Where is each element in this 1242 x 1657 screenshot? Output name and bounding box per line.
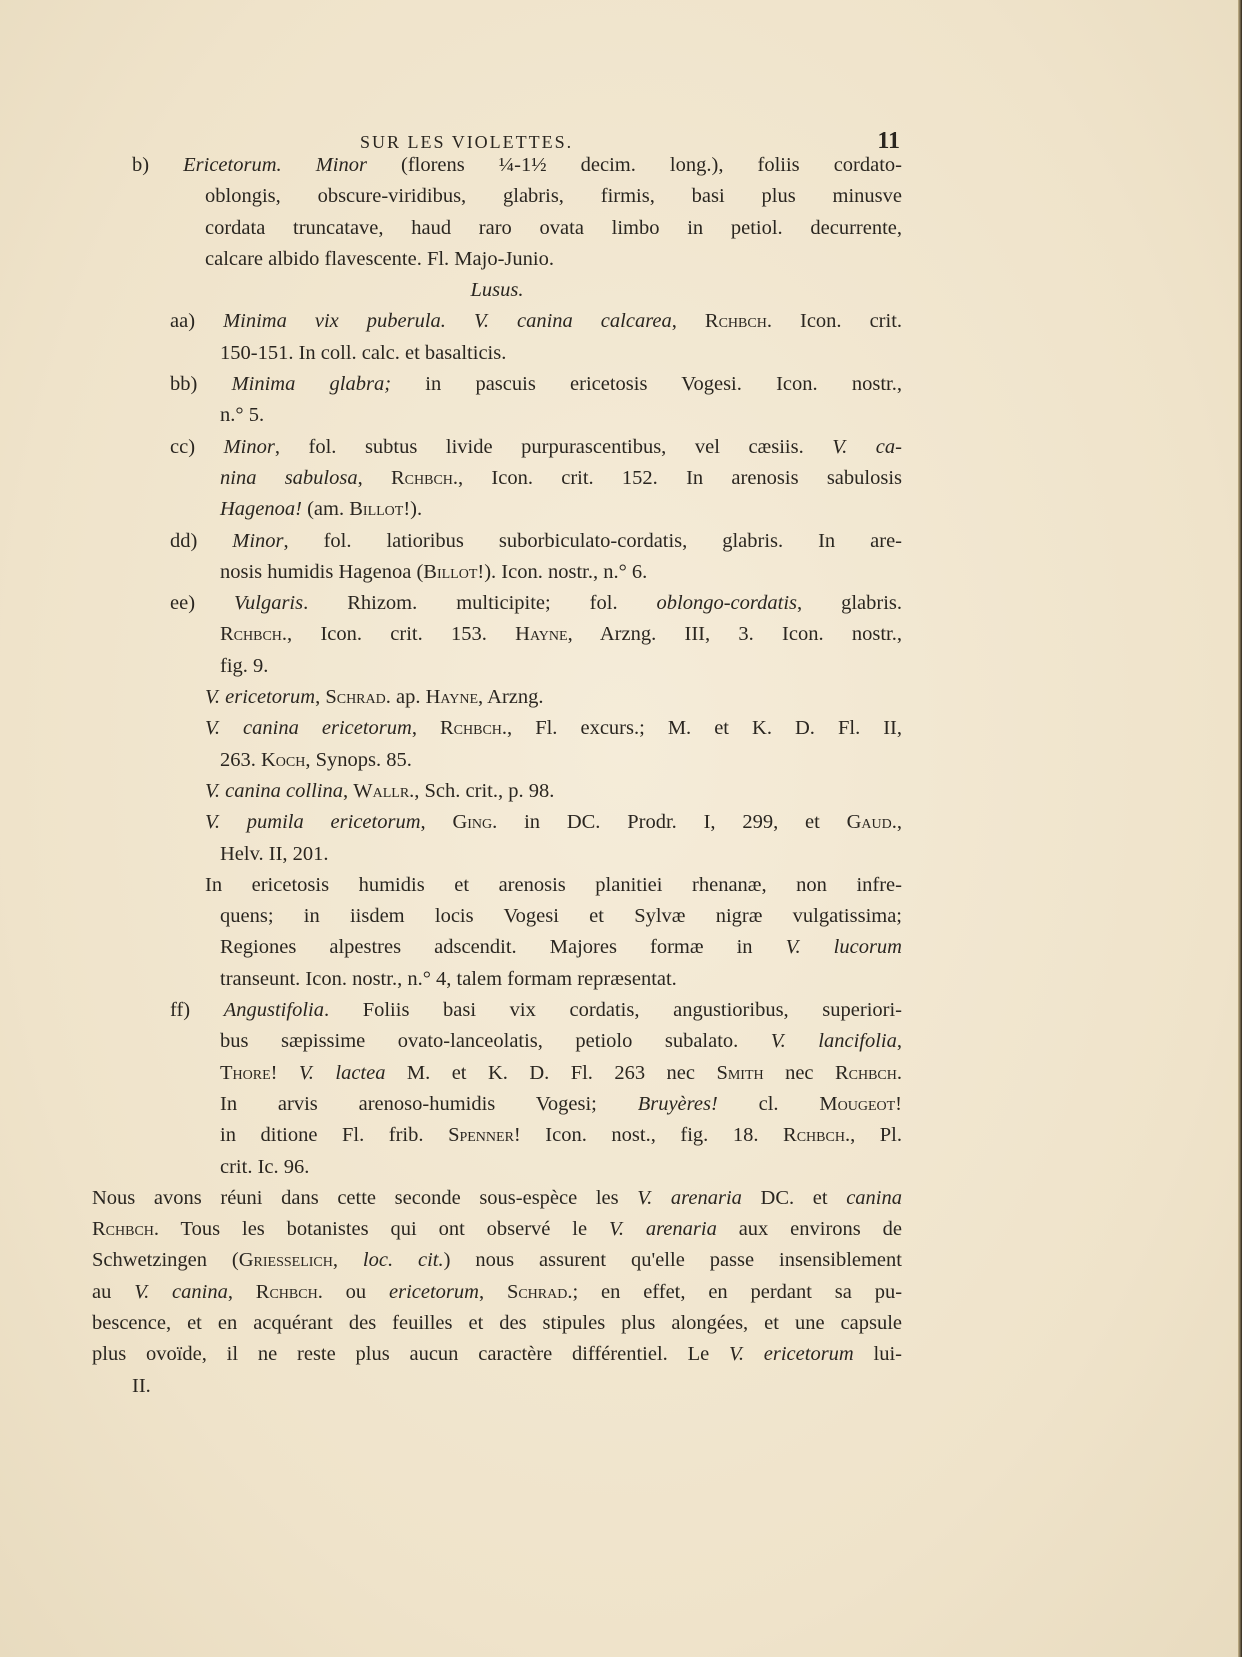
text-line: II. xyxy=(132,1374,151,1397)
text-line: in ditione Fl. frib. Spenner! Icon. nost., fig. 18. Rchbch., Pl. xyxy=(220,1124,902,1147)
text-line: Lusus. xyxy=(470,279,524,302)
text-line: V. ericetorum, Schrad. ap. Hayne, Arzng. xyxy=(205,686,544,709)
text-line: crit. Ic. 96. xyxy=(220,1155,310,1178)
text-line: aa) Minima vix puberula. V. canina calcarea, Rchbch. Icon. crit. xyxy=(170,310,903,333)
text-line: fig. 9. xyxy=(220,654,269,677)
text-line: In arvis arenoso-humidis Vogesi; Bruyères! cl. Mougeot! xyxy=(220,1092,902,1115)
text-line: bus sæpissime ovato-lanceolatis, petiolo subalato. V. lancifolia, xyxy=(220,1030,902,1053)
text-line: Thore! V. lactea M. et K. D. Fl. 263 nec Smith nec Rchbch. xyxy=(220,1061,903,1084)
page-number: 11 xyxy=(877,128,900,154)
text-line: cordata truncatave, haud raro ovata limbo in petiol. decurrente, xyxy=(205,216,902,239)
running-title: SUR LES VIOLETTES. xyxy=(360,132,574,152)
text-line: quens; in iisdem locis Vogesi et Sylvæ nigræ vulgatissima; xyxy=(220,905,902,928)
text-line: nosis humidis Hagenoa (Billot!). Icon. nostr., n.° 6. xyxy=(220,560,648,583)
page-edge xyxy=(1238,0,1242,1657)
text-line: Rchbch. Tous les botanistes qui ont observé le V. arenaria aux environs de xyxy=(92,1218,902,1241)
text-line: V. pumila ericetorum, Ging. in DC. Prodr. I, 299, et Gaud., xyxy=(205,811,903,834)
text-line: bescence, et en acquérant des feuilles et des stipules plus alongées, et une capsule xyxy=(92,1311,902,1334)
text-line: cc) Minor, fol. subtus livide purpurascentibus, vel cæsiis. V. ca- xyxy=(170,435,902,458)
text-line: dd) Minor, fol. latioribus suborbiculato-cordatis, glabris. In are- xyxy=(170,529,902,552)
text-line: Rchbch., Icon. crit. 153. Hayne, Arzng. III, 3. Icon. nostr., xyxy=(220,623,902,646)
text-line: V. canina ericetorum, Rchbch., Fl. excurs.; M. et K. D. Fl. II, xyxy=(205,717,903,740)
text-line: Hagenoa! (am. Billot!). xyxy=(220,498,423,521)
text-line: Regiones alpestres adscendit. Majores formæ in V. lucorum xyxy=(220,936,902,959)
text-line: oblongis, obscure-viridibus, glabris, firmis, basi plus minusve xyxy=(205,185,902,208)
text-line: transeunt. Icon. nostr., n.° 4, talem formam repræsentat. xyxy=(220,967,677,990)
text-line: 150-151. In coll. calc. et basalticis. xyxy=(220,341,507,364)
text-line: b) Ericetorum. Minor (florens ¼-1½ decim. long.), foliis cordato- xyxy=(132,154,902,176)
text-line: plus ovoïde, il ne reste plus aucun caractère différentiel. Le V. ericetorum lui- xyxy=(92,1343,902,1366)
text-line: 263. Koch, Synops. 85. xyxy=(220,748,412,771)
text-line: Schwetzingen (Griesselich, loc. cit.) nous assurent qu'elle passe insensiblement xyxy=(92,1249,902,1272)
text-line: Helv. II, 201. xyxy=(220,842,329,865)
text-line: nina sabulosa, Rchbch., Icon. crit. 152. In arenosis sabulosis xyxy=(220,466,902,489)
text-line: bb) Minima glabra; in pascuis ericetosis Vogesi. Icon. nostr., xyxy=(170,373,902,396)
page-body xyxy=(92,150,902,1402)
text-line: V. canina collina, Wallr., Sch. crit., p. 98. xyxy=(205,779,555,802)
text-line: ee) Vulgaris. Rhizom. multicipite; fol. oblongo-cordatis, glabris. xyxy=(170,592,903,615)
text-line: Nous avons réuni dans cette seconde sous-espèce les V. arenaria DC. et canina xyxy=(92,1186,902,1209)
text-line: calcare albido flavescente. Fl. Majo-Junio. xyxy=(205,247,554,270)
text-line: au V. canina, Rchbch. ou ericetorum, Schrad.; en effet, en perdant sa pu- xyxy=(92,1280,903,1303)
text-line: n.° 5. xyxy=(220,404,265,427)
text-line: ff) Angustifolia. Foliis basi vix cordatis, angustioribus, superiori- xyxy=(170,999,902,1022)
text-line: In ericetosis humidis et arenosis planitiei rhenanæ, non infre- xyxy=(205,873,902,896)
